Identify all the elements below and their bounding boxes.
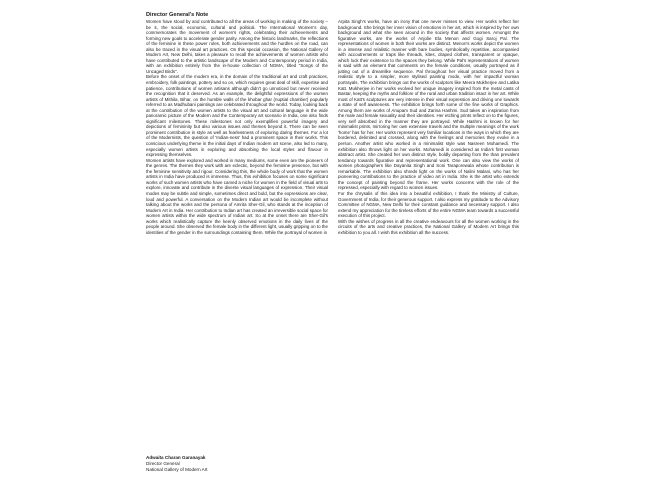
paragraph: Arpita Singh's works, have an irony that one never misses to view. Her works reflect her background. She brings her inner vision of emotions in her art, which is inspired by her own background and what she sees around in the society that affects women. Amongst the figurative works, are the works of Anjolie Ela Menon and Gogi Saroj Pal. The representations of women in both their works are distinct. Menon's works depict the women in a intense and relalistic manner with bare bodies, symbolically repetitive, accompanied with accoutrements or traps like threads, kites, draped clothes, transparent or opaque, which lock their existence to the spaces they belong. While Pal's representations of women is said with an element that comments on the female conditions, usually portrayed as if jutting out of a dreamlike sequence. Pal throughout her visual practice moved from a realistic style to a simpler, more stylised painting mode, with her impactful woman portrayals. The exhibition brings out the works of sculptors like Meera Mukherjee and Latika Katt. Mukherjee in her works evolved her unique imagery inspired from the metal casts of Bastar, keeping the myths and folklore of the rural and urban tradition intact in her art. While most of Katt's sculptures are very intense in their visual expression and driving one towards a state of self awareness. The exhibition brings forth some of the fine works of Graphics. Among them are works of Anupam Sud and Zarina Hashmi. Sud takes an inspiration from the male and female sexuality and their identities. Her etching prints reflect on to the figures, very self absorbed in the manner they are portrayed. While Hashmi is known for her minimalist prints, mirroring her own extensive travels and the multiple meanings of the work 'home' has for her. Her works represent very familiar locations in the ways in which they are bordered, delimited and crossed, along with the feelings and memories they evoke in a person. Another artist who worked in a minimalist style was Nasreen Mohamedi. The exhibition also throws light on her works. Mohamedi is considered as India's first woman abstract artist. She created her own distinct style, boldly departing from the than prevalent tendancy towards figurative and representational work. One can also view the works of women photographers like Dayanita Singh and Soni Taraporewala whose contribution is remarkable. The exhibition also shreds light on the works of Nalini Malani, who has her pioneering contributions to the practice of video art in India. She is the artist who extends the concept of painting beyond the frame. Her works concerns with the role of the repressed, especially with regard to women issues. — [338, 19, 519, 191]
paragraph: With the wishes of progress in all the creative endeavours for all the women working in the circuits of the arts and creative practices, the National Gallery of Modern Art brings this exhibition to you all. I wish this exhibition all the success. — [338, 218, 519, 235]
right-text-column — [338, 19, 519, 235]
signatory-name: Adwaita Charan Garanayak — [146, 455, 206, 460]
paragraph: Women artists have explored and worked in many mediums, some even are the pioneers of the genres. The themes they work with are eclectic, beyond the feminine presence, but with the feminine sensitivity and rigour. Considering this, the whole body of work that the women artists in India have produced is immense. Thus, this exhibition focuses on some significant works of such women artists who have carved a niche for women in the field of visual arts to explore, innovate and contribute in the diverse visual languages of expression. Their visual modes may be subtle and simple, sometimes direct and bold, but the expressions are clear, loud and powerful. A conversation on the Modern Indian art would be incomplete without talking about the works and the persona of Amrita Sher-Gil, who stands at the inception of Modern Art in India. Her contribution to Indian art has created an irreversible social space for women artists within the wide spectrum of Indian art. So at the onset there are Sher-Gil's works which realistically capture the keenly observed emotions in the daily lives of the people around. She observed the female body in the different light, usually gripping on to the identities of the gender in the surroundings containing them. While the portrayal of women in — [146, 157, 328, 235]
left-text-column — [146, 19, 328, 235]
paragraph: Women have stood by and contributed to all the areas of working in making of the society – be it, the social, economic, cultural and political. The International Women's day, commemorates the movement of women's rights, celebrating their achievements and forming new goals to accelerate gender parity. Among the historic landmarks, the reflections of the feminine in these power roles, both achievements and the hurdles on the road, can also be traced in the visual art practices. On this special occasion, the National Gallery of Modern Art, New Delhi, takes a pleasure to recall the achievements of women artists who have contributed to the artistic landscape of the Modern and Contemporary period in India, with an exhibition entirely from the in-house collection of NGMA, titled "Songs of the Uncaged Birds". — [146, 19, 328, 74]
document-heading: Director General's Note — [146, 12, 209, 18]
paragraph: For the chrysalis of this idea into a beautiful exhibition, I thank the Ministry of Culture, Government of India, for their generous support. I also express my gratitude to the Advisory Committee of NGMA, New Delhi for their constant guidance and necessary support. I also extend my appreciation for the tireless efforts of the entire NGMA team towards a successful execution of this project. — [338, 190, 519, 219]
signature-block — [146, 455, 208, 473]
signatory-title: Director General — [146, 461, 180, 467]
paragraph: Before the onset of the modern era, in the domain of the traditional art and craft practices, embroidery, folk paintings, pottery and so on, which requires great deal of skill, expertise and patience, contributions of women artisans although didn't go unnoticed but never received the recognition that it deserved. As an example, the delightful expressions of the women artists of Mithila, Bihar, on the humble walls of the khobar ghar (nuptial chamber) popularly referred to as Madhubani paintings are celebrated throughout the world. Today, looking back at the contribution of the women artists to the visual art and cultural language in the wide panoramic picture of the Modern and the Contemporary art scenario in India, one also finds significant milestones. These milestones not only exemplifies powerful imagery and depictions of femininity but also various issues and themes beyond it. There can be seen prominent contribution in style as well as fearlessness of exploring daring themes. For a lot of the Modernists, the question of 'Indian-ness' had a prominent space in their works. This conscious underlying theme in the initial days of Indian modern art scene, also led to many, especially women artists in exploring and absorbing the local styles and flavour in expressing themselves. — [146, 74, 328, 158]
signatory-organization: National Gallery of Modern Art — [146, 467, 208, 473]
